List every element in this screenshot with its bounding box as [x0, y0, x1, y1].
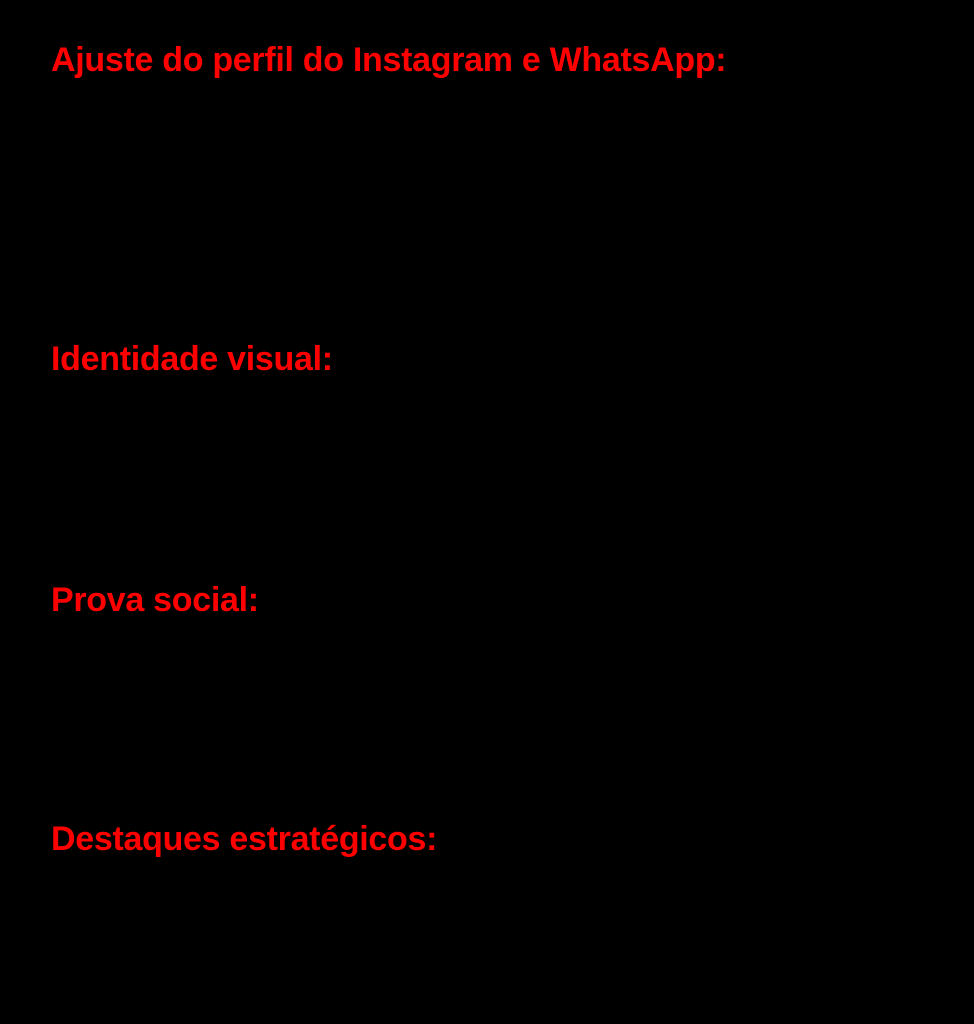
heading-destaques-estrategicos: Destaques estratégicos:	[51, 820, 438, 858]
hidden-body-text-block	[51, 395, 914, 560]
heading-prova-social: Prova social:	[51, 581, 259, 619]
heading-identidade-visual: Identidade visual:	[51, 340, 333, 378]
hidden-body-text-block	[51, 635, 914, 800]
heading-ajuste-perfil: Ajuste do perfil do Instagram e WhatsApp:	[51, 41, 727, 79]
hidden-body-text-block	[51, 100, 914, 320]
hidden-body-text-block	[51, 875, 914, 1015]
